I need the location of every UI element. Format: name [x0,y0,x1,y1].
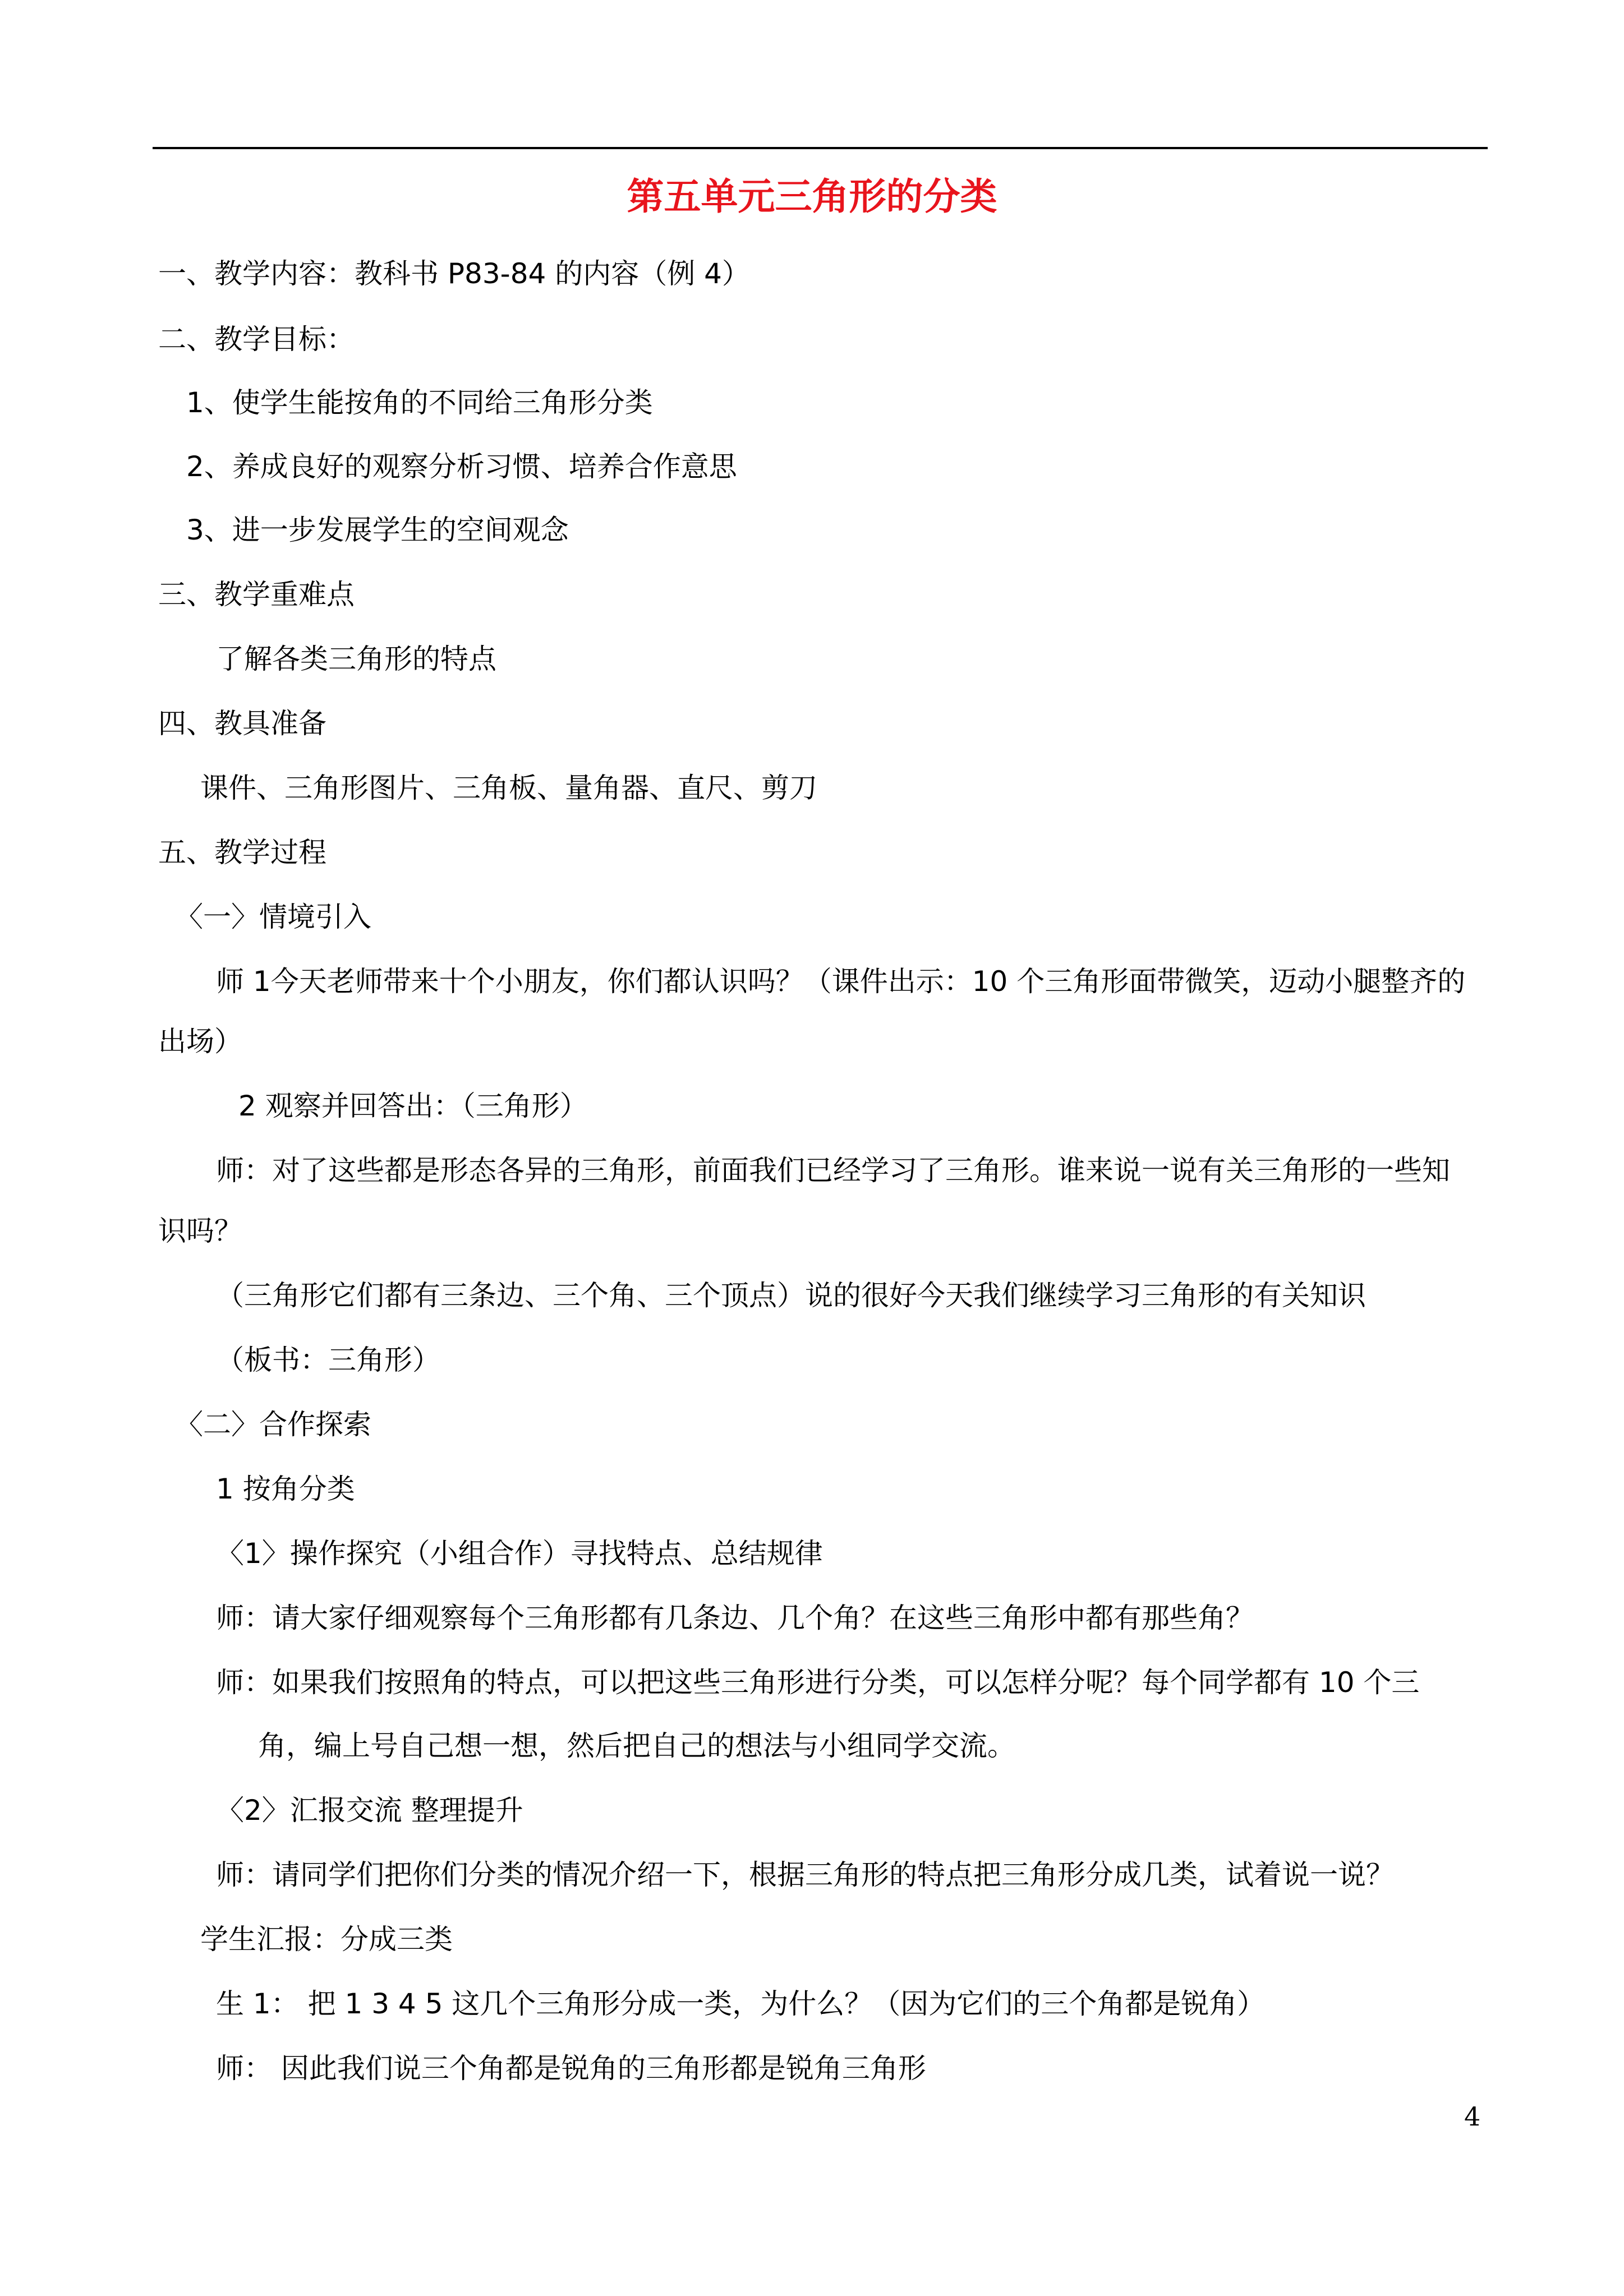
paragraph-line: 师 1今天老师带来十个小朋友，你们都认识吗？（课件出示：10 个三角形面带微笑，迈动小腿整齐的 [216,965,1466,998]
section-4-heading: 四、教具准备 [158,707,326,740]
section-1-heading: 一、教学内容：教科书 P83-84 的内容（例 4） [158,257,750,290]
paragraph-line: 识吗？ [158,1215,242,1247]
paragraph-line: 师： 因此我们说三个角都是锐角的三角形都是锐角三角形 [216,2052,926,2085]
subsection-2-heading: 〈二〉合作探索 [175,1408,371,1441]
key-points-text: 了解各类三角形的特点 [216,643,496,675]
paragraph-line: 1 按角分类 [216,1473,355,1505]
section-3-heading: 三、教学重难点 [158,578,355,611]
section-2-heading: 二、教学目标： [158,323,355,356]
paragraph-line: 师：如果我们按照角的特点，可以把这些三角形进行分类，可以怎样分呢？每个同学都有 10 个三 [216,1666,1420,1699]
paragraph-line: （三角形它们都有三条边、三个角、三个顶点）说的很好今天我们继续学习三角形的有关知识 [216,1279,1366,1312]
section-5-heading: 五、教学过程 [158,836,326,869]
paragraph-line: 师：请同学们把你们分类的情况介绍一下，根据三角形的特点把三角形分成几类，试着说一说？ [216,1859,1394,1891]
subsection-1-heading: 〈一〉情境引入 [175,901,371,933]
document-title: 第五单元三角形的分类 [627,174,997,218]
objective-3: 3、进一步发展学生的空间观念 [186,514,569,546]
teaching-aids-text: 课件、三角形图片、三角板、量角器、直尺、剪刀 [200,772,817,804]
objective-1: 1、使学生能按角的不同给三角形分类 [186,386,653,419]
header-rule [153,147,1488,149]
paragraph-line: 2 观察并回答出：（三角形） [238,1090,588,1122]
paragraph-line: 角，编上号自己想一想，然后把自己的想法与小组同学交流。 [258,1730,1015,1762]
objective-2: 2、养成良好的观察分析习惯、培养合作意思 [186,450,737,483]
paragraph-line: 生 1： 把 1 3 4 5 这几个三角形分成一类，为什么？（因为它们的三个角都是锐角） [216,1988,1266,2020]
paragraph-line: 学生汇报：分成三类 [200,1923,453,1956]
paragraph-line: （板书：三角形） [216,1344,440,1376]
paragraph-line: 师：请大家仔细观察每个三角形都有几条边、几个角？在这些三角形中都有那些角？ [216,1602,1254,1634]
paragraph-line: 〈1〉操作探究（小组合作）寻找特点、总结规律 [216,1537,823,1570]
page-number: 4 [1464,2101,1481,2132]
paragraph-line: 师：对了这些都是形态各异的三角形，前面我们已经学习了三角形。谁来说一说有关三角形的一些知 [216,1154,1450,1187]
paragraph-line: 〈2〉汇报交流 整理提升 [216,1794,523,1827]
paragraph-line: 出场） [158,1025,242,1058]
